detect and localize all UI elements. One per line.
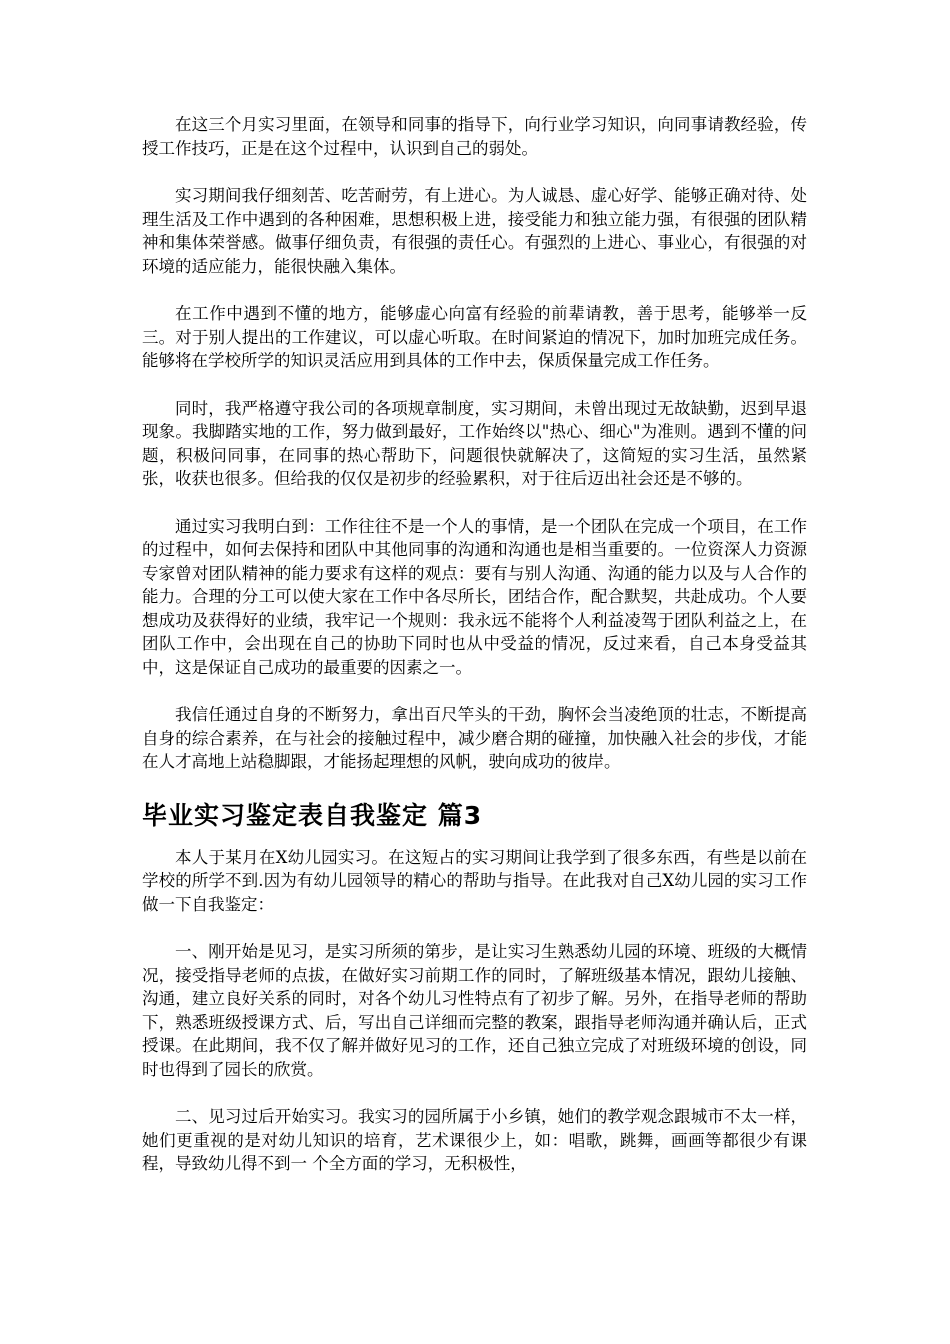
section-heading: 毕业实习鉴定表自我鉴定 篇3: [142, 800, 483, 830]
document-body: [142, 113, 807, 1176]
paragraph: 在这三个月实习里面，在领导和同事的指导下，向行业学习知识，向同事请教经验，传授工作技巧，正是在这个过程中，认识到自己的弱处。: [142, 115, 807, 158]
paragraph: 通过实习我明白到：工作往往不是一个人的事情，是一个团队在完成一个项目，在工作的过程中，如何去保持和团队中其他同事的沟通和沟通也是相当重要的。一位资深人力资源专家曾对团队精神的能力要求有这样的观点：要有与别人沟通、沟通的能力以及与人合作的能力。合理的分工可以使大家在工作中各尽所长，团结合作，配合默契，共赴成功。个人要想成功及获得好的业绩，我牢记一个规则：我永远不能将个人利益凌驾于团队利益之上，在团队工作中，会出现在自己的协助下同时也从中受益的情况，反过来看，自己本身受益其中，这是保证自己成功的最重要的因素之一。: [142, 516, 807, 677]
paragraph: 在工作中遇到不懂的地方，能够虚心向富有经验的前辈请教，善于思考，能够举一反三。对于别人提出的工作建议，可以虚心听取。在时间紧迫的情况下，加时加班完成任务。能够将在学校所学的知识灵活应用到具体的工作中去，保质保量完成工作任务。: [142, 304, 807, 370]
paragraph: 本人于某月在X幼儿园实习。在这短占的实习期间让我学到了很多东西，有些是以前在学校的所学不到.因为有幼儿园领导的精心的帮助与指导。在此我对自己X幼儿园的实习工作做一下自我鉴定：: [142, 847, 807, 914]
paragraph: 同时，我严格遵守我公司的各项规章制度，实习期间，未曾出现过无故缺勤，迟到早退现象。我脚踏实地的工作，努力做到最好，工作始终以"热心、细心"为准则。遇到不懂的问题，积极问同事，在同事的热心帮助下，问题很快就解决了，这简短的实习生活，虽然紧张，收获也很多。但给我的仅仅是初步的经验累积，对于往后迈出社会还是不够的。: [142, 398, 807, 488]
paragraph: 一、刚开始是见习，是实习所须的第步，是让实习生熟悉幼儿园的环境、班级的大概情况，接受指导老师的点拔，在做好实习前期工作的同时，了解班级基本情况，跟幼儿接触、沟通，建立良好关系的同时，对各个幼儿习性特点有了初步了解。另外，在指导老师的帮助下，熟悉班级授课方式、后，写出自己详细而完整的教案，跟指导老师沟通并确认后，正式授课。在此期间，我不仅了解并做好见习的工作，还自己独立完成了对班级环境的创设，同时也得到了园长的欣赏。: [142, 942, 807, 1079]
paragraph: 我信任通过自身的不断努力，拿出百尺竿头的干劲，胸怀会当凌绝顶的壮志，不断提高自身的综合素养，在与社会的接触过程中，减少磨合期的碰撞，加快融入社会的步伐，才能在人才高地上站稳脚跟，才能扬起理想的风帆，驶向成功的彼岸。: [142, 705, 807, 771]
paragraph: 实习期间我仔细刻苦、吃苦耐劳，有上进心。为人诚恳、虚心好学、能够正确对待、处理生活及工作中遇到的各种困难，思想积极上进，接受能力和独立能力强，有很强的团队精神和集体荣誉感。做事仔细负责，有很强的责任心。有强烈的上进心、事业心，有很强的对环境的适应能力，能很快融入集体。: [142, 186, 807, 276]
paragraph: 二、见习过后开始实习。我实习的园所属于小乡镇，她们的教学观念跟城市不太一样，她们更重视的是对幼儿知识的培育，艺术课很少上，如：唱歌，跳舞，画画等都很少有课程，导致幼儿得不到一 个全方面的学习，无积极性，: [142, 1107, 807, 1173]
